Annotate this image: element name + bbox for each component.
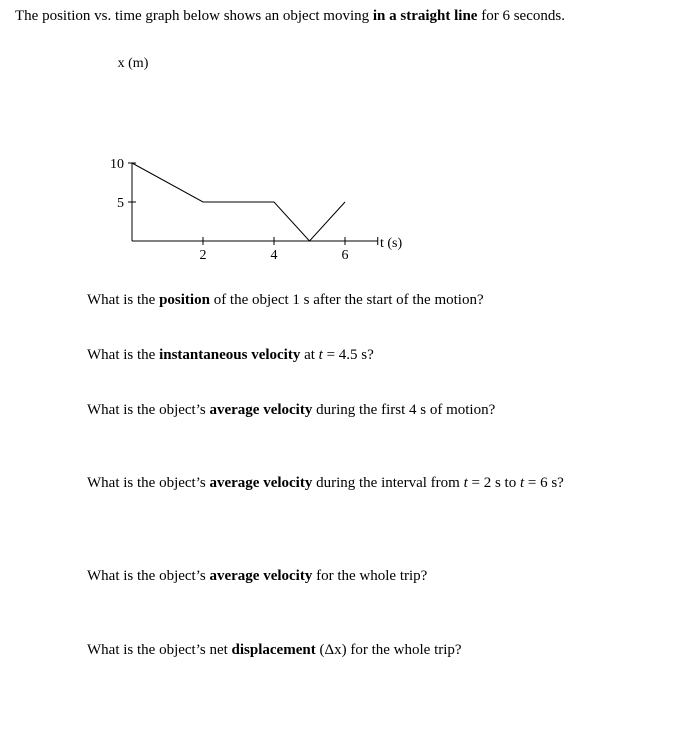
q6-text-pre: What is the object’s net (87, 642, 232, 658)
y-axis-label: x (m) (117, 56, 149, 71)
q3-text-pre: What is the object’s (87, 402, 210, 418)
q2-bold: instantaneous velocity (159, 347, 301, 363)
q4-variable-2: t (519, 475, 525, 491)
q4-text-mid-b: = 2 s to (467, 475, 520, 491)
y-tick-label-10: 10 (110, 157, 124, 172)
q4-text-mid-a: during the interval from (312, 475, 464, 491)
q2-text-mid: at (300, 347, 319, 363)
q5-text-pre: What is the object’s (87, 568, 210, 584)
intro-text-2: for 6 seconds. (477, 8, 565, 24)
q6-bold: displacement (231, 642, 316, 658)
intro-paragraph (15, 7, 575, 26)
q5-text-post: for the whole trip? (312, 568, 428, 584)
q3-bold: average velocity (209, 402, 313, 418)
q4-bold: average velocity (209, 475, 313, 491)
x-tick-label-6: 6 (341, 248, 349, 263)
question-average-velocity-whole-trip (87, 567, 587, 586)
q1-text-pre: What is the (87, 292, 160, 308)
question-average-velocity-first-4s (87, 401, 587, 420)
q1-bold: position (159, 292, 210, 308)
question-average-velocity-interval (87, 474, 587, 493)
q1-text-post: of the object 1 s after the start of the motion? (209, 292, 484, 308)
q2-variable: t (318, 347, 323, 363)
x-tick-label-2: 2 (199, 248, 207, 263)
q4-text-post: = 6 s? (524, 475, 564, 491)
tick-marks (128, 163, 378, 245)
x-tick-label-4: 4 (270, 248, 278, 263)
position-time-graph (95, 50, 425, 270)
intro-bold-phrase: in a straight line (372, 8, 478, 24)
x-axis-label: t (s) (380, 236, 403, 251)
q2-text-post: = 4.5 s? (322, 347, 374, 363)
question-instantaneous-velocity (87, 346, 587, 365)
q4-variable-1: t (463, 475, 468, 491)
question-net-displacement (87, 641, 587, 660)
q2-text-pre: What is the (87, 347, 160, 363)
y-tick-label-5: 5 (117, 196, 124, 211)
position-line (132, 163, 345, 241)
q6-text-post: (Δx) for the whole trip? (315, 642, 462, 658)
tick-labels (110, 157, 349, 263)
question-position (87, 291, 587, 310)
q5-bold: average velocity (209, 568, 313, 584)
intro-text-1: The position vs. time graph below shows an object moving (15, 8, 373, 24)
q3-text-post: during the first 4 s of motion? (312, 402, 496, 418)
q4-text-pre: What is the object’s (87, 475, 210, 491)
